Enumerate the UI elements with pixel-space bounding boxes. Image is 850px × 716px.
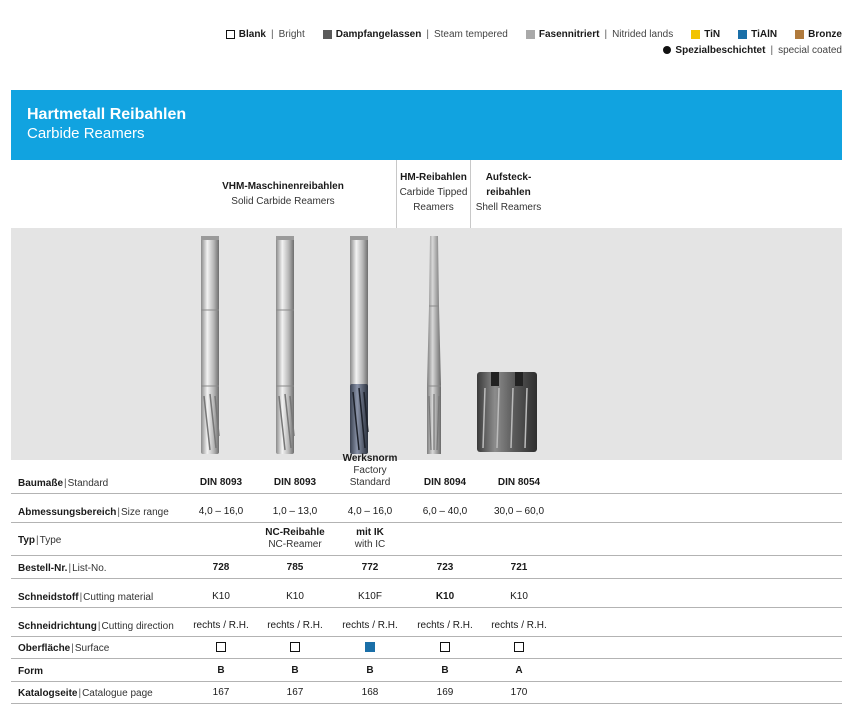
direction-721: rechts / R.H.: [491, 620, 547, 631]
reamer-image-723: [422, 236, 446, 454]
material-721: K10: [510, 591, 528, 602]
row-label-catalogue-page: Katalogseite|Catalogue page: [18, 688, 153, 699]
row-label-size-range: Abmessungsbereich|Size range: [18, 507, 169, 518]
row-type: [11, 523, 842, 556]
reamer-image-728: [198, 236, 222, 454]
row-cutting-material: [11, 579, 842, 608]
list-no-723: 723: [436, 562, 454, 573]
legend-bronze: Bronze: [795, 29, 842, 40]
type-772: mit IK with IC: [354, 527, 386, 550]
surface-772: [333, 642, 407, 654]
legend-row-2: [226, 42, 842, 58]
surface-legend: [226, 26, 842, 58]
bright-surface-icon: [514, 642, 524, 652]
surface-785: [258, 642, 332, 654]
row-label-standard: Baumaße|Standard: [18, 478, 109, 489]
standard-723: DIN 8094: [423, 477, 467, 488]
direction-785: rechts / R.H.: [267, 620, 323, 631]
product-image-panel: [11, 228, 842, 460]
standard-728: DIN 8093: [199, 477, 243, 488]
page-785[interactable]: 167: [286, 687, 304, 698]
title-english: Carbide Reamers: [27, 125, 145, 142]
page-721[interactable]: 170: [510, 687, 528, 698]
direction-723: rechts / R.H.: [417, 620, 473, 631]
legend-tialn: TiAlN: [738, 29, 777, 40]
legend-nitrided: Fasennitriert | Nitrided lands: [526, 29, 673, 40]
material-785: K10: [286, 591, 304, 602]
row-standard: [11, 453, 842, 494]
row-catalogue-page: [11, 682, 842, 704]
legend-blank: Blank | Bright: [226, 29, 305, 40]
legend-row-1: [226, 26, 842, 42]
bright-surface-icon: [216, 642, 226, 652]
form-772: B: [366, 665, 374, 676]
list-no-785: 785: [286, 562, 304, 573]
row-cutting-direction: [11, 608, 842, 637]
tialn-surface-icon: [365, 642, 375, 652]
shell-reamer-image-721: [471, 368, 541, 454]
row-form: [11, 659, 842, 682]
steam-tempered-swatch-icon: [323, 30, 332, 39]
tin-swatch-icon: [691, 30, 700, 39]
row-size-range: [11, 494, 842, 523]
row-list-no: [11, 556, 842, 579]
direction-772: rechts / R.H.: [342, 620, 398, 631]
row-label-form: Form: [18, 666, 43, 677]
row-label-cutting-direction: Schneidrichtung|Cutting direction: [18, 621, 174, 632]
reamer-image-772: [347, 236, 371, 454]
material-772: K10F: [358, 591, 382, 602]
reamer-image-785: [273, 236, 297, 454]
group-carbide-tipped-reamers: HM-Reibahlen Carbide Tipped Reamers: [396, 160, 471, 228]
row-label-list-no: Bestell-Nr.|List-No.: [18, 563, 107, 574]
size-723: 6,0 – 40,0: [422, 506, 468, 517]
nitrided-swatch-icon: [526, 30, 535, 39]
list-no-721: 721: [510, 562, 528, 573]
blank-swatch-icon: [226, 30, 235, 39]
tialn-swatch-icon: [738, 30, 747, 39]
legend-special-coated: Spezialbeschichtet | special coated: [663, 45, 842, 56]
row-surface: [11, 637, 842, 659]
title-german: Hartmetall Reibahlen: [27, 106, 187, 123]
page-723[interactable]: 169: [436, 687, 454, 698]
list-no-772: 772: [361, 562, 379, 573]
page-772[interactable]: 168: [361, 687, 379, 698]
size-728: 4,0 – 16,0: [198, 506, 244, 517]
standard-721: DIN 8054: [497, 477, 541, 488]
direction-728: rechts / R.H.: [193, 620, 249, 631]
type-785: NC-Reibahle NC-Reamer: [265, 527, 325, 550]
row-label-type: Typ|Type: [18, 535, 62, 546]
row-label-surface: Oberfläche|Surface: [18, 643, 110, 654]
size-721: 30,0 – 60,0: [493, 506, 545, 517]
form-785: B: [291, 665, 299, 676]
surface-721: [482, 642, 556, 654]
group-solid-carbide-reamers: VHM-Maschinenreibahlen Solid Carbide Reamers: [222, 181, 344, 207]
bronze-swatch-icon: [795, 30, 804, 39]
bright-surface-icon: [290, 642, 300, 652]
standard-772: Werksnorm Factory Standard: [342, 453, 398, 488]
spec-table: [11, 453, 842, 704]
material-723: K10: [435, 591, 455, 602]
special-coated-dot-icon: [663, 46, 671, 54]
material-728: K10: [212, 591, 230, 602]
row-label-cutting-material: Schneidstoff|Cutting material: [18, 592, 154, 603]
bright-surface-icon: [440, 642, 450, 652]
size-785: 1,0 – 13,0: [272, 506, 318, 517]
legend-tin: TiN: [691, 29, 720, 40]
form-721: A: [515, 665, 523, 676]
form-728: B: [217, 665, 225, 676]
legend-steam-tempered: Dampfangelassen | Steam tempered: [323, 29, 508, 40]
size-772: 4,0 – 16,0: [347, 506, 393, 517]
surface-728: [184, 642, 258, 654]
group-shell-reamers: Aufsteck- reibahlen Shell Reamers: [475, 172, 542, 213]
standard-785: DIN 8093: [273, 477, 317, 488]
page-728[interactable]: 167: [212, 687, 230, 698]
list-no-728: 728: [212, 562, 230, 573]
form-723: B: [441, 665, 449, 676]
surface-723: [408, 642, 482, 654]
section-title-bar: [11, 90, 842, 160]
